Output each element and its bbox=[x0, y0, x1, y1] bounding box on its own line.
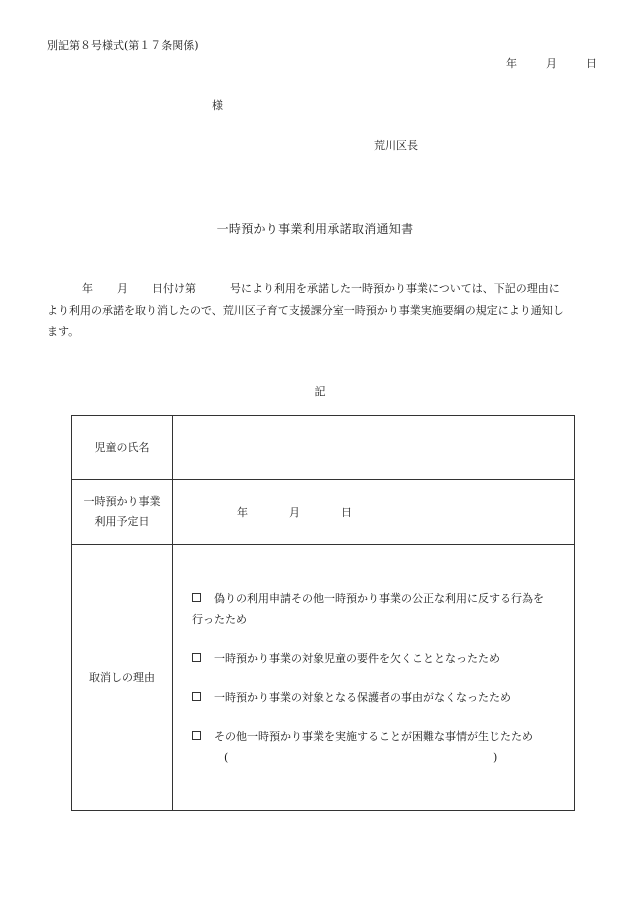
body-line-2: より利用の承諾を取り消したので、荒川区子育て支援課分室一時預かり事業実施要綱の規定により通知し bbox=[47, 303, 564, 317]
use-date-label bbox=[72, 480, 173, 545]
issuer-name: 荒川区長 bbox=[374, 139, 418, 152]
reason-option-2[interactable] bbox=[192, 648, 568, 669]
body-line-1 bbox=[47, 278, 597, 300]
issue-date bbox=[506, 55, 597, 71]
details-table bbox=[71, 415, 575, 811]
reason-text-1b: 行ったため bbox=[192, 612, 247, 626]
body-line-3: ます。 bbox=[47, 325, 80, 338]
reason-options bbox=[173, 545, 575, 811]
reason-text-2: 一時預かり事業の対象児童の要件を欠くこととなったため bbox=[214, 651, 500, 665]
checkbox-icon[interactable] bbox=[192, 692, 201, 701]
date-month-label: 月 bbox=[546, 57, 557, 70]
use-date-month: 月 bbox=[289, 506, 300, 519]
checkbox-icon[interactable] bbox=[192, 653, 201, 662]
body-month: 月 bbox=[117, 282, 128, 295]
form-number: 別記第８号様式(第１７条関係) bbox=[47, 39, 199, 52]
document-title: 一時預かり事業利用承諾取消通知書 bbox=[216, 222, 414, 236]
reason-option-4[interactable] bbox=[192, 726, 568, 768]
table-row bbox=[72, 416, 575, 480]
body-number-ref: 号により利用を承諾した一時預かり事業については、下記の理由に bbox=[230, 282, 560, 295]
reason-text-3: 一時預かり事業の対象となる保護者の事由がなくなったため bbox=[214, 690, 511, 704]
body-paragraph bbox=[47, 278, 597, 343]
use-date-label-line-2: 利用予定日 bbox=[94, 515, 150, 528]
use-date-day: 日 bbox=[341, 506, 352, 519]
date-day-label: 日 bbox=[586, 57, 597, 70]
child-name-label: 児童の氏名 bbox=[72, 416, 173, 480]
reason-text-4: その他一時預かり事業を実施することが困難な事情が生じたため bbox=[214, 729, 533, 743]
paren-close: ) bbox=[493, 750, 498, 764]
reason-option-3[interactable] bbox=[192, 687, 568, 708]
use-date-year: 年 bbox=[237, 506, 248, 519]
checkbox-icon[interactable] bbox=[192, 731, 201, 740]
reason-label: 取消しの理由 bbox=[72, 545, 173, 811]
reason-option-1[interactable] bbox=[192, 588, 568, 630]
child-name-field[interactable] bbox=[173, 416, 575, 480]
table-row bbox=[72, 545, 575, 811]
table-row bbox=[72, 480, 575, 545]
section-marker: 記 bbox=[314, 385, 326, 398]
paren-open: ( bbox=[224, 750, 229, 764]
checkbox-icon[interactable] bbox=[192, 593, 201, 602]
body-date-ref: 日付け第 bbox=[152, 282, 196, 295]
date-year-label: 年 bbox=[506, 57, 517, 70]
reason-text-1a: 偽りの利用申請その他一時預かり事業の公正な利用に反する行為を bbox=[214, 591, 544, 605]
addressee-honorific: 様 bbox=[212, 99, 223, 112]
use-date-label-line-1: 一時預かり事業 bbox=[83, 495, 161, 508]
use-date-field[interactable] bbox=[173, 480, 575, 545]
other-reason-field[interactable] bbox=[214, 747, 568, 768]
body-year: 年 bbox=[82, 282, 93, 295]
